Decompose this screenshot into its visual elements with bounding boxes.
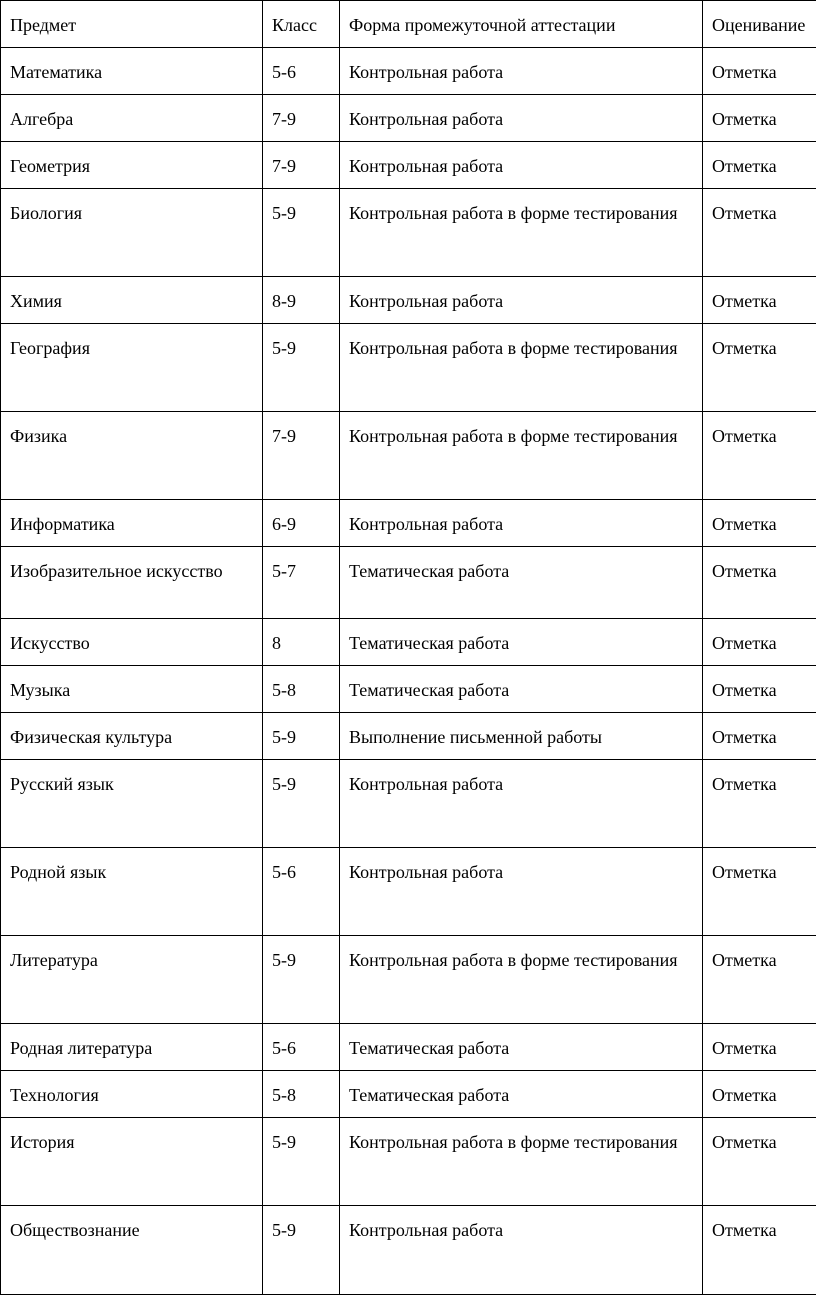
assessment-cell: Отметка [703,95,816,142]
table-row [1,1024,816,1071]
table-row [1,666,816,713]
subject-cell: Технология [1,1071,263,1118]
table-row [1,48,816,95]
form-cell: Контрольная работа [340,48,703,95]
form-cell: Контрольная работа в форме тестирования [340,412,703,500]
assessment-cell: Отметка [703,1206,816,1295]
grade-cell: 5-6 [263,1024,340,1071]
header-subject: Предмет [1,1,263,48]
grade-cell: 8-9 [263,277,340,324]
form-cell: Контрольная работа [340,848,703,936]
subject-cell: Математика [1,48,263,95]
assessment-cell: Отметка [703,1118,816,1206]
assessment-cell: Отметка [703,500,816,547]
grade-cell: 5-9 [263,713,340,760]
form-cell: Тематическая работа [340,619,703,666]
form-cell: Контрольная работа в форме тестирования [340,324,703,412]
assessment-cell: Отметка [703,1024,816,1071]
subject-cell: Изобразительное искусство [1,547,263,619]
subject-cell: Родная литература [1,1024,263,1071]
grade-cell: 5-9 [263,760,340,848]
assessment-cell: Отметка [703,666,816,713]
grade-cell: 5-8 [263,1071,340,1118]
subject-cell: Информатика [1,500,263,547]
subject-cell: География [1,324,263,412]
table-row [1,936,816,1024]
assessment-cell: Отметка [703,936,816,1024]
assessment-cell: Отметка [703,1071,816,1118]
subject-cell: Обществознание [1,1206,263,1295]
subject-cell: История [1,1118,263,1206]
header-form: Форма промежуточной аттестации [340,1,703,48]
table-row [1,760,816,848]
form-cell: Тематическая работа [340,666,703,713]
assessment-cell: Отметка [703,547,816,619]
assessment-cell: Отметка [703,189,816,277]
form-cell: Контрольная работа [340,142,703,189]
assessment-cell: Отметка [703,760,816,848]
subject-cell: Физика [1,412,263,500]
form-cell: Контрольная работа [340,760,703,848]
subject-cell: Русский язык [1,760,263,848]
table-row [1,412,816,500]
subject-cell: Алгебра [1,95,263,142]
form-cell: Контрольная работа в форме тестирования [340,936,703,1024]
table-row [1,500,816,547]
grade-cell: 7-9 [263,142,340,189]
assessment-cell: Отметка [703,619,816,666]
grade-cell: 5-9 [263,1118,340,1206]
form-cell: Контрольная работа [340,1206,703,1295]
table-row [1,848,816,936]
table-row [1,1118,816,1206]
assessment-cell: Отметка [703,412,816,500]
form-cell: Контрольная работа [340,500,703,547]
form-cell: Контрольная работа [340,277,703,324]
subject-cell: Геометрия [1,142,263,189]
table-row [1,713,816,760]
subject-cell: Биология [1,189,263,277]
table-header-row [1,1,816,48]
table-row [1,619,816,666]
assessment-cell: Отметка [703,48,816,95]
grade-cell: 5-8 [263,666,340,713]
subject-cell: Родной язык [1,848,263,936]
grade-cell: 5-9 [263,189,340,277]
table-row [1,1206,816,1295]
grade-cell: 5-9 [263,936,340,1024]
assessment-cell: Отметка [703,324,816,412]
table-row [1,142,816,189]
form-cell: Выполнение письменной работы [340,713,703,760]
assessment-cell: Отметка [703,713,816,760]
table-row [1,324,816,412]
header-assessment: Оценивание [703,1,816,48]
table-row [1,95,816,142]
form-cell: Контрольная работа в форме тестирования [340,1118,703,1206]
assessment-cell: Отметка [703,142,816,189]
form-cell: Контрольная работа в форме тестирования [340,189,703,277]
assessment-cell: Отметка [703,848,816,936]
form-cell: Контрольная работа [340,95,703,142]
table-row [1,547,816,619]
subject-cell: Искусство [1,619,263,666]
subject-cell: Химия [1,277,263,324]
subject-cell: Музыка [1,666,263,713]
form-cell: Тематическая работа [340,547,703,619]
grade-cell: 6-9 [263,500,340,547]
grade-cell: 5-9 [263,324,340,412]
grade-cell: 8 [263,619,340,666]
subject-cell: Литература [1,936,263,1024]
grade-cell: 7-9 [263,412,340,500]
grade-cell: 5-6 [263,848,340,936]
table-row [1,277,816,324]
assessment-cell: Отметка [703,277,816,324]
form-cell: Тематическая работа [340,1024,703,1071]
grade-cell: 5-9 [263,1206,340,1295]
table-row [1,189,816,277]
subject-cell: Физическая культура [1,713,263,760]
grade-cell: 7-9 [263,95,340,142]
form-cell: Тематическая работа [340,1071,703,1118]
table-row [1,1071,816,1118]
header-grade: Класс [263,1,340,48]
grade-cell: 5-6 [263,48,340,95]
grade-cell: 5-7 [263,547,340,619]
